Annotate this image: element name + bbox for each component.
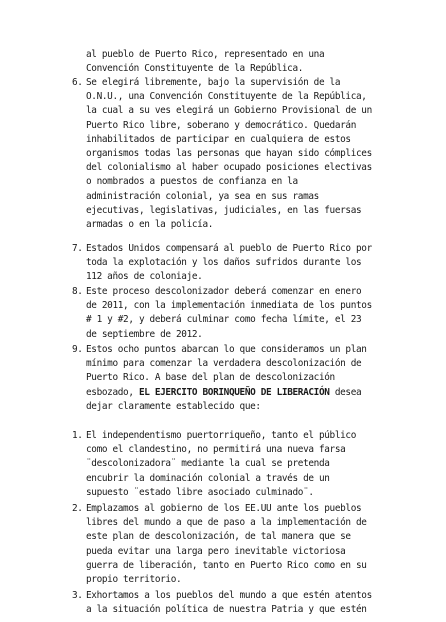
list-number: 2. [72, 503, 83, 514]
list-number: 8. [72, 286, 83, 297]
list-number: 9. [72, 344, 83, 355]
list-item-8 [72, 285, 392, 342]
list-text [86, 343, 367, 414]
list-text: Estados Unidos compensará al pueblo de Puerto Rico por toda la explotación y los daños sufridos durante los 112 años de coloniaje. [86, 243, 372, 283]
list-item-6 [72, 76, 392, 232]
list-item-9 [72, 343, 392, 414]
organization-name: EL EJERCITO BORINQUEÑO DE LIBERACIÓN [138, 386, 330, 398]
list-item-7 [72, 242, 392, 285]
list-text: Emplazamos al gobierno de los EE.UU ante los pueblos libres del mundo a que de paso a la implementación de este plan de descolonización, de tal manera que se pueda evitar una larga pero inevitable victoriosa guerra de liberación, tanto en Puerto Rico como en su propio territorio. [86, 503, 367, 586]
list-text: Se elegirá libremente, bajo la supervisión de la O.N.U., una Convención Constituyente de la República, la cual a su ves elegirá un Gobierno Provisional de un Puerto Rico libre, soberano y democrático. Quedarán inhabilitados de participar en cualquiera de estos organismos todas las personas que hayan sido cómplices del colonialismo al haber ocupado posiciones electivas o nombrados a puestos de confianza en la administración colonial, ya sea en sus ramas ejecutivas, legislativas, judiciales, en las fuersas armadas o en la policía. [86, 77, 372, 231]
list-text: Este proceso descolonizador deberá comenzar en enero de 2011, con la implementación inmediata de los puntos # 1 y #2, y deberá culminar como fecha límite, el 23 de septiembre de 2012. [86, 286, 372, 340]
list-number: 3. [72, 590, 83, 601]
list-text: Exhortamos a los pueblos del mundo a que estén atentos a la situación política de nuestra Patria y que estén [86, 590, 372, 616]
list-item-1 [72, 429, 392, 500]
list-text: El independentismo puertorriqueño, tanto el público como el clandestino, no permitirá una nueva farsa ¨descolonizadora¨ mediante la cual se pretenda encubrir la dominación colonial a través de un supuesto ¨estado libre asociado culminado¨. [86, 430, 357, 498]
list-text-part: Estos ocho puntos abarcan lo que consideramos un plan mínimo para comenzar la verdadera descolonización de Puerto Rico. A base del plan de descolonización esbozado, [86, 344, 367, 398]
list-item-2 [72, 502, 392, 587]
list-number: 6. [72, 77, 83, 88]
list-number: 1. [72, 430, 83, 441]
list-text-part: desea dejar claramente establecido que: [86, 386, 362, 412]
continuation-text: al pueblo de Puerto Rico, representado en una Convención Constituyente de la República. [86, 49, 325, 75]
list-number: 7. [72, 243, 83, 254]
list-item-3 [72, 589, 392, 617]
